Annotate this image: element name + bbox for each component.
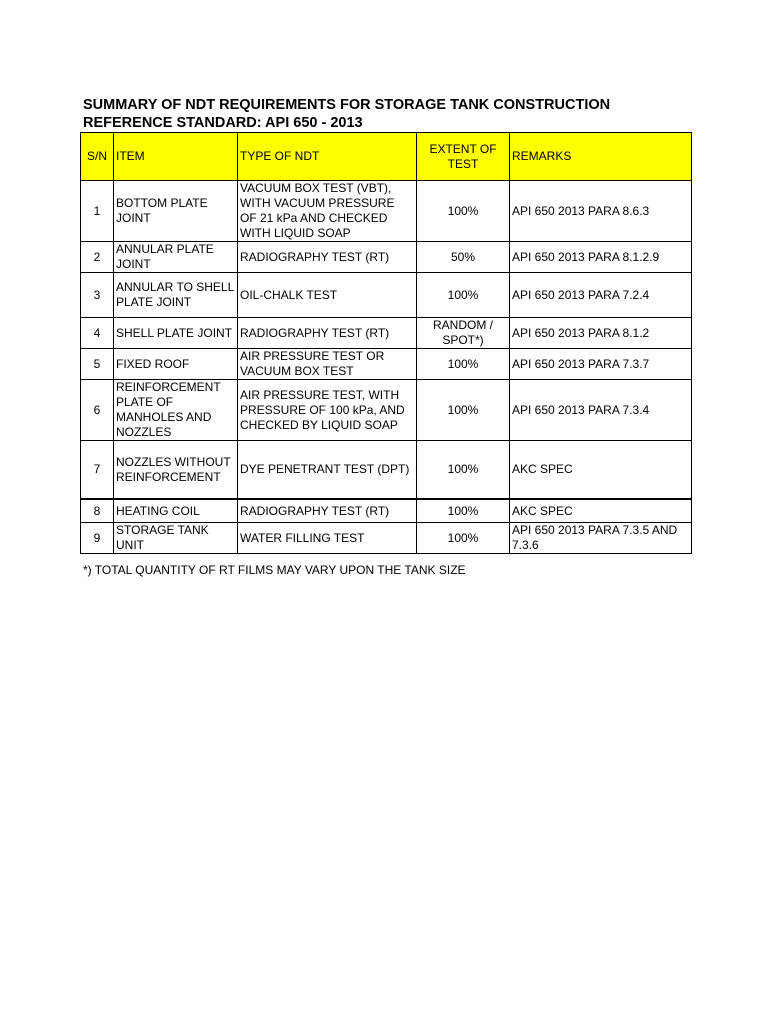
- cell-type: VACUUM BOX TEST (VBT), WITH VACUUM PRESSURE OF 21 kPa AND CHECKED WITH LIQUID SOAP: [238, 181, 417, 242]
- table-row: [81, 523, 692, 554]
- cell-type: AIR PRESSURE TEST OR VACUUM BOX TEST: [238, 349, 417, 380]
- reference-standard: REFERENCE STANDARD: API 650 - 2013: [83, 115, 363, 131]
- cell-extent: 100%: [417, 441, 510, 500]
- cell-remarks: API 650 2013 PARA 7.3.4: [510, 380, 692, 441]
- document-title: SUMMARY OF NDT REQUIREMENTS FOR STORAGE TANK CONSTRUCTION: [83, 97, 611, 113]
- cell-sn: 4: [81, 318, 114, 349]
- cell-remarks: AKC SPEC: [510, 499, 692, 523]
- cell-type: RADIOGRAPHY TEST (RT): [238, 499, 417, 523]
- cell-remarks: API 650 2013 PARA 8.1.2.9: [510, 242, 692, 273]
- cell-sn: 8: [81, 499, 114, 523]
- cell-extent: 100%: [417, 523, 510, 554]
- cell-sn: 6: [81, 380, 114, 441]
- cell-sn: 3: [81, 273, 114, 318]
- cell-item: HEATING COIL: [114, 499, 238, 523]
- cell-extent: 100%: [417, 273, 510, 318]
- cell-remarks: API 650 2013 PARA 7.3.5 AND 7.3.6: [510, 523, 692, 554]
- table-row: [81, 499, 692, 523]
- cell-remarks: API 650 2013 PARA 8.6.3: [510, 181, 692, 242]
- cell-extent: 100%: [417, 181, 510, 242]
- cell-item: ANNULAR PLATE JOINT: [114, 242, 238, 273]
- header-sn: S/N: [81, 133, 114, 181]
- cell-item: SHELL PLATE JOINT: [114, 318, 238, 349]
- table-row: [81, 242, 692, 273]
- ndt-requirements-table: [80, 132, 692, 554]
- table-row: [81, 380, 692, 441]
- cell-type: AIR PRESSURE TEST, WITH PRESSURE OF 100 kPa, AND CHECKED BY LIQUID SOAP: [238, 380, 417, 441]
- cell-type: OIL-CHALK TEST: [238, 273, 417, 318]
- header-remarks: REMARKS: [510, 133, 692, 181]
- cell-extent: 100%: [417, 499, 510, 523]
- cell-remarks: API 650 2013 PARA 7.2.4: [510, 273, 692, 318]
- cell-extent: 50%: [417, 242, 510, 273]
- cell-item: BOTTOM PLATE JOINT: [114, 181, 238, 242]
- cell-sn: 1: [81, 181, 114, 242]
- cell-remarks: API 650 2013 PARA 7.3.7: [510, 349, 692, 380]
- table-row: [81, 181, 692, 242]
- table-row: [81, 441, 692, 500]
- cell-type: RADIOGRAPHY TEST (RT): [238, 318, 417, 349]
- cell-sn: 7: [81, 441, 114, 500]
- cell-extent: RANDOM / SPOT*): [417, 318, 510, 349]
- footnote: *) TOTAL QUANTITY OF RT FILMS MAY VARY UPON THE TANK SIZE: [83, 563, 466, 577]
- cell-type: DYE PENETRANT TEST (DPT): [238, 441, 417, 500]
- cell-remarks: API 650 2013 PARA 8.1.2: [510, 318, 692, 349]
- cell-extent: 100%: [417, 349, 510, 380]
- cell-type: WATER FILLING TEST: [238, 523, 417, 554]
- table-row: [81, 318, 692, 349]
- cell-remarks: AKC SPEC: [510, 441, 692, 500]
- cell-sn: 5: [81, 349, 114, 380]
- cell-extent: 100%: [417, 380, 510, 441]
- table-header-row: [81, 133, 692, 181]
- table-row: [81, 349, 692, 380]
- cell-item: STORAGE TANK UNIT: [114, 523, 238, 554]
- cell-item: ANNULAR TO SHELL PLATE JOINT: [114, 273, 238, 318]
- table-row: [81, 273, 692, 318]
- cell-item: NOZZLES WITHOUT REINFORCEMENT: [114, 441, 238, 500]
- cell-type: RADIOGRAPHY TEST (RT): [238, 242, 417, 273]
- header-item: ITEM: [114, 133, 238, 181]
- cell-sn: 9: [81, 523, 114, 554]
- cell-sn: 2: [81, 242, 114, 273]
- header-type-of-ndt: TYPE OF NDT: [238, 133, 417, 181]
- cell-item: REINFORCEMENT PLATE OF MANHOLES AND NOZZLES: [114, 380, 238, 441]
- header-extent-of-test: EXTENT OF TEST: [417, 133, 510, 181]
- cell-item: FIXED ROOF: [114, 349, 238, 380]
